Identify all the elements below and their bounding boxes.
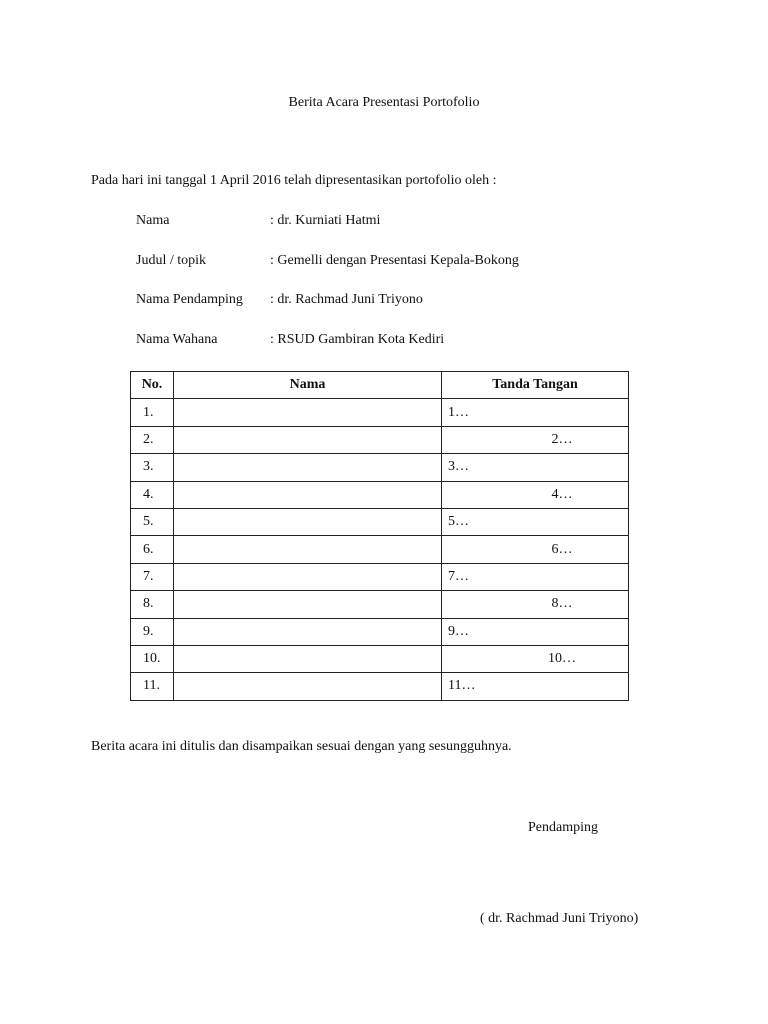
- signature-placeholder: 10…: [548, 651, 576, 667]
- row-signature-cell[interactable]: [442, 399, 629, 426]
- row-name-cell[interactable]: [174, 426, 442, 453]
- table-row: [131, 591, 629, 618]
- row-number: 8.: [131, 591, 174, 618]
- intro-text: Pada hari ini tanggal 1 April 2016 telah dipresentasikan portofolio oleh :: [91, 173, 497, 188]
- row-name-cell[interactable]: [174, 399, 442, 426]
- row-signature-cell[interactable]: [442, 618, 629, 645]
- row-number: 11.: [131, 673, 174, 700]
- signature-placeholder: 1…: [448, 404, 469, 420]
- row-name-cell[interactable]: [174, 481, 442, 508]
- field-label-wahana: Nama Wahana: [136, 332, 218, 347]
- signature-placeholder: 3…: [448, 459, 469, 475]
- row-name-cell[interactable]: [174, 536, 442, 563]
- field-value-pendamping: : dr. Rachmad Juni Triyono: [270, 292, 423, 307]
- row-number: 3.: [131, 454, 174, 481]
- row-number: 5.: [131, 508, 174, 535]
- field-label-pendamping: Nama Pendamping: [136, 292, 243, 307]
- row-name-cell[interactable]: [174, 454, 442, 481]
- document-title: Berita Acara Presentasi Portofolio: [288, 95, 480, 110]
- header-no: No.: [131, 372, 174, 399]
- signature-placeholder: 8…: [551, 596, 573, 612]
- table-row: [131, 481, 629, 508]
- table-row: [131, 399, 629, 426]
- field-value-judul: : Gemelli dengan Presentasi Kepala-Bokong: [270, 253, 519, 268]
- row-signature-cell[interactable]: [442, 454, 629, 481]
- row-number: 4.: [131, 481, 174, 508]
- row-signature-cell[interactable]: [442, 591, 629, 618]
- row-signature-cell[interactable]: [442, 563, 629, 590]
- signature-role: Pendamping: [528, 820, 598, 835]
- signature-placeholder: 2…: [551, 431, 573, 447]
- table-row: [131, 508, 629, 535]
- table-row: [131, 563, 629, 590]
- table-row: [131, 673, 629, 700]
- row-signature-cell[interactable]: [442, 508, 629, 535]
- row-signature-cell[interactable]: [442, 673, 629, 700]
- row-name-cell[interactable]: [174, 618, 442, 645]
- signature-placeholder: 7…: [448, 568, 469, 584]
- table-row: [131, 454, 629, 481]
- row-signature-cell[interactable]: [442, 645, 629, 672]
- field-value-wahana: : RSUD Gambiran Kota Kediri: [270, 332, 445, 347]
- row-number: 1.: [131, 399, 174, 426]
- row-name-cell[interactable]: [174, 563, 442, 590]
- table-row: [131, 645, 629, 672]
- field-label-judul: Judul / topik: [136, 253, 207, 268]
- field-label-nama: Nama: [136, 213, 170, 228]
- table-row: [131, 536, 629, 563]
- signature-name: ( dr. Rachmad Juni Triyono): [480, 911, 639, 926]
- attendance-table: [130, 371, 629, 701]
- row-number: 2.: [131, 426, 174, 453]
- row-name-cell[interactable]: [174, 591, 442, 618]
- header-nama: Nama: [174, 372, 442, 399]
- header-tanda-tangan: Tanda Tangan: [442, 372, 629, 399]
- table-row: [131, 426, 629, 453]
- row-number: 6.: [131, 536, 174, 563]
- row-signature-cell[interactable]: [442, 481, 629, 508]
- signature-placeholder: 11…: [448, 678, 476, 694]
- row-number: 7.: [131, 563, 174, 590]
- row-number: 9.: [131, 618, 174, 645]
- table-body: [131, 399, 629, 700]
- table-row: [131, 618, 629, 645]
- signature-placeholder: 9…: [448, 623, 469, 639]
- signature-placeholder: 4…: [551, 486, 573, 502]
- signature-placeholder: 6…: [551, 541, 573, 557]
- table-header-row: [131, 372, 629, 399]
- row-name-cell[interactable]: [174, 508, 442, 535]
- signature-placeholder: 5…: [448, 514, 469, 530]
- row-name-cell[interactable]: [174, 673, 442, 700]
- row-name-cell[interactable]: [174, 645, 442, 672]
- field-value-nama: : dr. Kurniati Hatmi: [270, 213, 381, 228]
- row-number: 10.: [131, 645, 174, 672]
- closing-text: Berita acara ini ditulis dan disampaikan sesuai dengan yang sesungguhnya.: [91, 739, 512, 754]
- row-signature-cell[interactable]: [442, 536, 629, 563]
- row-signature-cell[interactable]: [442, 426, 629, 453]
